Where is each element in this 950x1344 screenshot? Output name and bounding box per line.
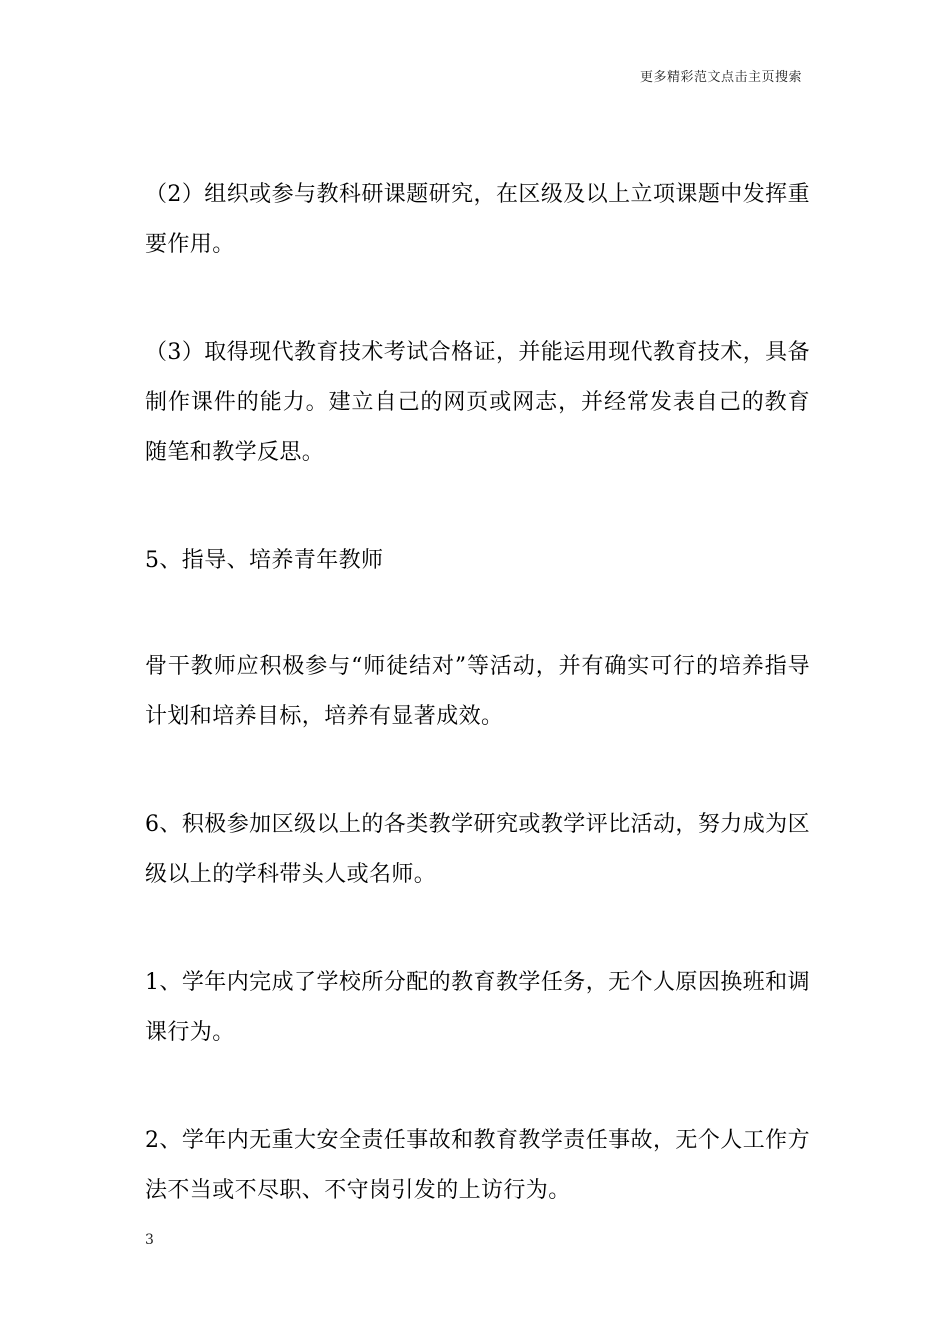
paragraph-requirement-1: 1、学年内完成了学校所分配的教育教学任务，无个人原因换班和调课行为。 — [145, 970, 810, 1045]
page-number: 3 — [145, 1232, 154, 1248]
paragraph-item-2: （2）组织或参与教科研课题研究，在区级及以上立项课题中发挥重要作用。 — [145, 182, 810, 257]
paragraph-section-6: 6、积极参加区级以上的各类教学研究或教学评比活动，努力成为区级以上的学科带头人或名师。 — [145, 812, 810, 887]
header-note: 更多精彩范文点击主页搜索 — [639, 70, 802, 85]
document-body — [145, 170, 810, 1274]
section-heading-5: 5、指导、培养青年教师 — [145, 548, 384, 573]
paragraph-mentoring: 骨干教师应积极参与“师徒结对”等活动，并有确实可行的培养指导计划和培养目标，培养有显著成效。 — [145, 654, 810, 729]
paragraph-requirement-2: 2、学年内无重大安全责任事故和教育教学责任事故，无个人工作方法不当或不尽职、不守岗引发的上访行为。 — [145, 1128, 810, 1203]
paragraph-item-3: （3）取得现代教育技术考试合格证，并能运用现代教育技术，具备制作课件的能力。建立自己的网页或网志，并经常发表自己的教育随笔和教学反思。 — [145, 340, 810, 465]
